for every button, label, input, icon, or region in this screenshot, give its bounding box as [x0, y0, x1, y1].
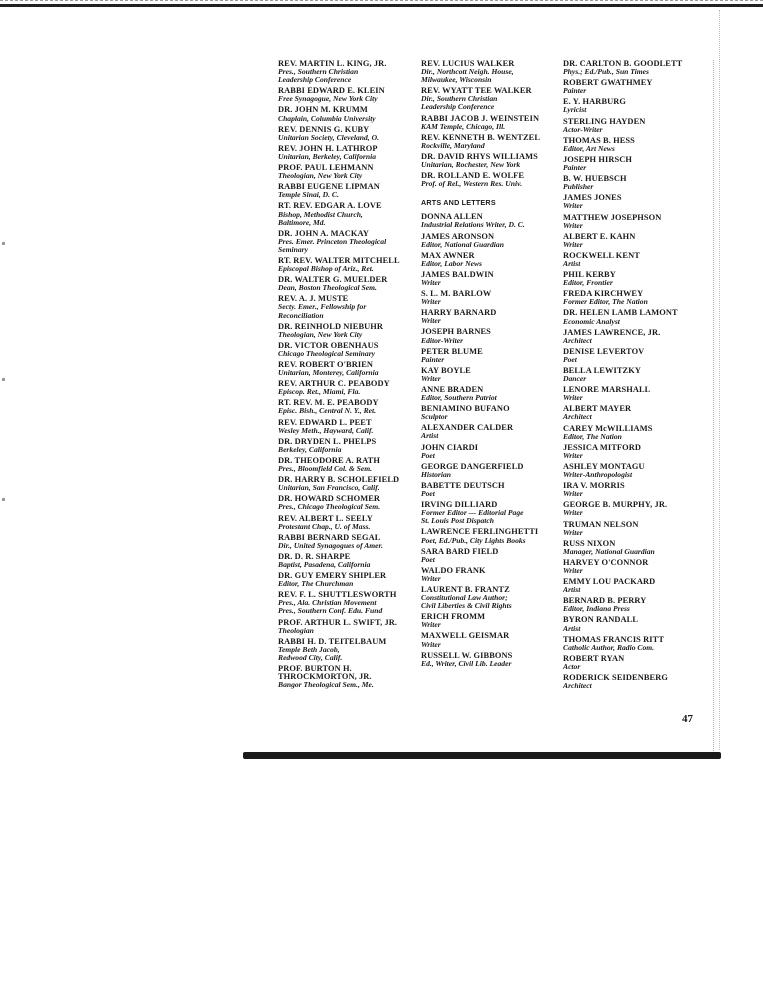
signatory-affiliation: Redwood City, Calif.	[278, 652, 343, 662]
signatory-affiliation: Actor-Writer	[563, 124, 603, 134]
signatory-affiliation: Lyricist	[563, 105, 587, 115]
signatory-name: WALDO FRANK	[421, 565, 486, 575]
signatory-name: ROBERT GWATHMEY	[563, 78, 653, 88]
signatory-affiliation: Artist	[421, 431, 439, 441]
signatory-affiliation: Editor, Art News	[563, 143, 615, 153]
signatory-affiliation: Poet, Ed./Pub., City Lights Books	[421, 535, 526, 545]
signatory-entry	[563, 367, 713, 383]
signatory-name: REV. DENNIS G. KUBY	[278, 124, 370, 134]
signatory-name: DR. CARLTON B. GOODLETT	[563, 59, 683, 68]
signatory-entry	[278, 295, 418, 319]
signatory-entry	[563, 214, 713, 230]
signatory-affiliation: Writer	[563, 508, 583, 518]
signatory-entry	[563, 271, 713, 287]
signatory-name: MAX AWNER	[421, 250, 475, 260]
signatory-entry	[563, 309, 713, 325]
signatory-name: RUSSELL W. GIBBONS	[421, 650, 513, 660]
signatory-entry	[421, 567, 563, 583]
signatory-name: DR. HARRY B. SCHOLEFIELD	[278, 475, 400, 485]
signatory-entry	[278, 515, 418, 531]
signatory-affiliation: Artist	[563, 623, 581, 633]
signatory-affiliation: Dir., United Synagogues of Amer.	[278, 540, 383, 550]
signatory-affiliation: Editor, The Nation	[563, 431, 622, 441]
signatory-name: BELLA LEWITZKY	[563, 366, 641, 375]
signatory-entry	[563, 540, 713, 556]
signatory-affiliation: Painter	[563, 163, 587, 173]
signatory-affiliation: Unitarian, Rochester, New York	[421, 160, 521, 170]
signatory-name: BYRON RANDALL	[563, 615, 639, 625]
signatory-name: BERNARD B. PERRY	[563, 596, 647, 606]
signatory-affiliation: Editor, Labor News	[421, 258, 482, 268]
signatory-entry	[421, 444, 563, 460]
signatory-entry	[278, 457, 418, 473]
signatory-entry	[421, 652, 563, 668]
signatory-name: REV. LUCIUS WALKER	[421, 59, 515, 68]
signatory-entry	[421, 328, 563, 344]
signatory-entry	[563, 329, 713, 345]
signatory-name: SARA BARD FIELD	[421, 546, 499, 556]
signatory-name: RABBI H. D. TEITELBAUM	[278, 636, 387, 646]
signatory-entry	[278, 257, 418, 273]
signatory-affiliation: Writer	[421, 620, 441, 630]
signatory-entry	[278, 164, 418, 180]
signatory-entry	[563, 233, 713, 249]
signatory-name: RT. REV. EDGAR A. LOVE	[278, 201, 382, 211]
signatory-name: JAMES LAWRENCE, JR.	[563, 327, 661, 337]
signatory-affiliation: Unitarian Society, Cleveland, O.	[278, 132, 379, 142]
signatory-affiliation: Theologian	[278, 625, 314, 635]
signatory-name: LENORE MARSHALL	[563, 385, 651, 395]
signatory-entry	[563, 137, 713, 153]
signatory-name: RABBI EUGENE LIPMAN	[278, 182, 380, 192]
signatory-entry	[278, 553, 418, 569]
signatory-affiliation: Architect	[563, 335, 592, 345]
signatory-name: EMMY LOU PACKARD	[563, 577, 656, 587]
signatory-name: DR. DAVID RHYS WILLIAMS	[421, 151, 538, 161]
signatory-name: REV. KENNETH B. WENTZEL	[421, 132, 541, 142]
signatory-entry	[421, 213, 563, 229]
signatory-affiliation: Editor, Frontier	[563, 278, 613, 288]
signatory-name: ALEXANDER CALDER	[421, 423, 514, 433]
signatory-affiliation: Chicago Theological Seminary	[278, 348, 376, 358]
signatory-entry	[278, 665, 418, 689]
signatory-entry	[563, 194, 713, 210]
signatory-affiliation: Theologian, New York City	[278, 171, 363, 181]
signatory-name: JESSICA MITFORD	[563, 442, 642, 452]
signatory-entry	[563, 501, 713, 517]
signatory-name: DR. JOHN M. KRUMM	[278, 105, 368, 115]
signatory-entry	[278, 342, 418, 358]
signatory-affiliation: Unitarian, Berkeley, California	[278, 151, 377, 161]
signatory-name: HARRY BARNARD	[421, 308, 497, 318]
signatory-affiliation: Writer-Anthropologist	[563, 470, 633, 480]
signatory-affiliation: Poet	[421, 554, 435, 564]
signatory-entry	[563, 482, 713, 498]
signatory-entry	[421, 233, 563, 249]
signatory-affiliation: Pres., Chicago Theological Sem.	[278, 502, 381, 512]
signatory-affiliation: Dir., Northcott Neigh. House,	[421, 67, 514, 77]
signatory-affiliation: Poet	[421, 450, 435, 460]
signatory-entry	[563, 118, 713, 134]
signatory-affiliation: Wesley Meth., Hayward, Calif.	[278, 425, 374, 435]
signatory-name: RT. REV. M. E. PEABODY	[278, 398, 379, 408]
signatory-entry	[563, 559, 713, 575]
signatory-name: E. Y. HARBURG	[563, 97, 627, 107]
signatory-entry	[421, 309, 563, 325]
signatory-entry	[278, 619, 418, 635]
signatory-name: THOMAS FRANCIS RITT	[563, 634, 665, 644]
signatory-entry	[421, 632, 563, 648]
signatory-name: ERICH FROMM	[421, 612, 486, 622]
signatory-entry	[563, 405, 713, 421]
signatory-affiliation: Protestant Chap., U. of Mass.	[278, 521, 371, 531]
signatory-affiliation: Dir., Southern Christian	[421, 94, 498, 104]
signatory-entry	[278, 323, 418, 339]
signatory-affiliation: Editor-Writer	[421, 335, 464, 345]
signatory-entry	[278, 419, 418, 435]
signatory-name: RT. REV. WALTER MITCHELL	[278, 255, 400, 265]
signatory-name: DONNA ALLEN	[421, 212, 483, 222]
signatory-name: DR. HOWARD SCHOMER	[278, 494, 381, 504]
signatory-entry	[563, 252, 713, 268]
signatory-name: ALBERT E. KAHN	[563, 231, 636, 241]
signatory-affiliation: Phys.; Ed./Pub., Sun Times	[563, 67, 650, 77]
signatory-entry	[421, 528, 563, 544]
signatory-name: DENISE LEVERTOV	[563, 346, 645, 356]
signatory-entry	[563, 444, 713, 460]
signatory-entry	[563, 463, 713, 479]
signatory-affiliation: Unitarian, Monterey, California	[278, 368, 379, 378]
signatory-entry	[421, 271, 563, 287]
signatory-affiliation: Historian	[421, 469, 451, 479]
signatory-entry	[278, 126, 418, 142]
signatories-column-3	[563, 60, 713, 693]
signatory-affiliation: Writer	[563, 565, 583, 575]
signatory-name: DR. ROLLAND E. WOLFE	[421, 171, 525, 181]
signatory-name: REV. A. J. MUSTE	[278, 294, 349, 304]
signatory-affiliation: Writer	[563, 450, 583, 460]
signatory-name: ROBERT RYAN	[563, 653, 625, 663]
signatory-entry	[421, 424, 563, 440]
signatory-affiliation: Writer	[563, 239, 583, 249]
signatory-entry	[563, 60, 713, 76]
signatory-name: JOSEPH HIRSCH	[563, 154, 633, 164]
signatory-affiliation: Industrial Relations Writer, D. C.	[421, 220, 525, 230]
signatory-name: DR. GUY EMERY SHIPLER	[278, 571, 387, 581]
signatory-entry	[421, 548, 563, 564]
signatory-entry	[563, 636, 713, 652]
signatory-affiliation: Dancer	[563, 374, 587, 384]
signatory-entry	[563, 616, 713, 632]
signatory-affiliation: Temple Sinai, D. C.	[278, 190, 339, 200]
signatory-entry	[563, 386, 713, 402]
signatory-entry	[278, 183, 418, 199]
signatory-affiliation: Writer	[421, 297, 441, 307]
signatory-affiliation: Seminary	[278, 244, 308, 254]
signatory-name: DR. THEODORE A. RATH	[278, 455, 380, 465]
signatory-entry	[563, 348, 713, 364]
signatory-name: JAMES BALDWIN	[421, 269, 494, 279]
signatory-name: RABBI BERNARD SEGAL	[278, 532, 381, 542]
signatory-affiliation: Prof. of Rel., Western Res. Univ.	[421, 179, 523, 189]
signatory-entry	[563, 521, 713, 537]
signatory-name: PROF. BURTON H.	[278, 664, 352, 673]
signatory-entry	[278, 476, 418, 492]
signatory-entry	[278, 572, 418, 588]
signatory-name: REV. ROBERT O'BRIEN	[278, 360, 374, 369]
signatory-entry	[563, 175, 713, 191]
signatory-affiliation: Economic Analyst	[563, 316, 620, 326]
signatory-affiliation: Manager, National Guardian	[563, 546, 655, 556]
signatory-entry	[278, 87, 418, 103]
signatory-affiliation: Poet	[421, 489, 435, 499]
signatory-entry	[421, 405, 563, 421]
signatory-affiliation: Pres., Southern Christian	[278, 67, 359, 77]
top-rule	[0, 4, 763, 7]
signatory-name: REV. JOHN H. LATHROP	[278, 143, 378, 153]
signatory-name: PETER BLUME	[421, 346, 483, 356]
signatory-name: RUSS NIXON	[563, 538, 616, 548]
signatory-affiliation: Episcop. Ret., Miami, Fla.	[278, 387, 361, 397]
signatory-affiliation: Painter	[421, 354, 445, 364]
signatory-name: RABBI JACOB J. WEINSTEIN	[421, 113, 540, 123]
signatory-affiliation: Artist	[563, 585, 581, 595]
signatory-name: DR. WALTER G. MUELDER	[278, 275, 388, 285]
signatory-entry	[421, 482, 563, 498]
margin-speck	[2, 498, 5, 501]
signatory-affiliation: Publisher	[563, 182, 594, 192]
signatory-name: BENIAMINO BUFANO	[421, 404, 510, 414]
signatory-affiliation: Painter	[563, 86, 587, 96]
signatory-entry	[278, 438, 418, 454]
signatory-entry	[421, 252, 563, 268]
signatory-affiliation: Leadership Conference	[278, 75, 352, 85]
signatory-name: DR. REINHOLD NIEBUHR	[278, 321, 384, 331]
signatory-affiliation: Writer	[421, 373, 441, 383]
signatory-affiliation: Temple Beth Jacob,	[278, 644, 340, 654]
signatory-name: BABETTE DEUTSCH	[421, 480, 505, 490]
signatory-entry	[421, 348, 563, 364]
signatory-affiliation: Rockville, Maryland	[421, 140, 485, 150]
signatory-entry	[278, 106, 418, 122]
signatory-name: ASHLEY MONTAGU	[563, 461, 645, 471]
signatory-entry	[563, 156, 713, 172]
signatory-entry	[421, 463, 563, 479]
page-number: 47	[682, 713, 693, 725]
signatory-affiliation: Artist	[563, 258, 581, 268]
signatory-entry	[421, 172, 563, 188]
signatory-affiliation: Writer	[563, 489, 583, 499]
signatory-affiliation: Editor, Indiana Press	[563, 604, 630, 614]
signatory-name: DR. VICTOR OBENHAUS	[278, 340, 379, 350]
signatory-name: HARVEY O'CONNOR	[563, 557, 649, 567]
signatory-affiliation: Former Editor — Editorial Page	[421, 508, 524, 518]
signatory-name: CAREY McWILLIAMS	[563, 423, 653, 433]
signatory-entry	[563, 290, 713, 306]
signatory-affiliation: Ed., Writer, Civil Lib. Leader	[421, 658, 512, 668]
signatory-name: JAMES JONES	[563, 193, 622, 203]
signatory-affiliation: Writer	[421, 277, 441, 287]
signatory-name: DR. HELEN LAMB LAMONT	[563, 308, 678, 318]
signatory-name: MATTHEW JOSEPHSON	[563, 212, 662, 222]
signatory-affiliation: Bangor Theological Sem., Me.	[278, 680, 374, 690]
signatory-name: RABBI EDWARD E. KLEIN	[278, 86, 385, 96]
signatory-entry	[421, 613, 563, 629]
signatory-affiliation: Reconciliation	[278, 310, 324, 320]
signatory-affiliation: Sculptor	[421, 412, 448, 422]
signatory-affiliation: Catholic Author, Radio Com.	[563, 642, 655, 652]
signatories-column-1	[278, 60, 418, 692]
signatory-name: REV. ARTHUR C. PEABODY	[278, 379, 390, 389]
signatory-name: B. W. HUEBSCH	[563, 174, 627, 184]
signatory-entry	[421, 290, 563, 306]
signatory-affiliation: Writer	[421, 639, 441, 649]
signatory-affiliation: Constitutional Law Author;	[421, 593, 508, 603]
signatory-entry	[278, 276, 418, 292]
signatory-entry	[278, 534, 418, 550]
signatory-name-continued: THROCKMORTON, JR.	[278, 672, 372, 682]
signatory-entry	[421, 87, 563, 111]
signatories-column-2	[421, 60, 563, 671]
signatory-entry	[278, 361, 418, 377]
signatory-affiliation: Civil Liberties & Civil Rights	[421, 601, 512, 611]
signatory-entry	[563, 578, 713, 594]
signatory-entry	[563, 674, 713, 690]
signatory-affiliation: Editor, The Churchman	[278, 579, 354, 589]
signatory-affiliation: Poet	[563, 354, 577, 364]
signatory-affiliation: KAM Temple, Chicago, Ill.	[421, 121, 506, 131]
signatory-name: THOMAS B. HESS	[563, 135, 635, 145]
signatory-entry	[421, 134, 563, 150]
signatory-name: REV. WYATT TEE WALKER	[421, 86, 532, 96]
signatory-affiliation: Episcopal Bishop of Ariz., Ret.	[278, 264, 374, 274]
signatory-name: ALBERT MAYER	[563, 404, 632, 414]
signatory-name: RODERICK SEIDENBERG	[563, 673, 668, 682]
signatory-affiliation: Writer	[563, 527, 583, 537]
signatory-affiliation: Pres., Ala. Christian Movement	[278, 598, 377, 608]
signatory-affiliation: Writer	[421, 316, 441, 326]
signatory-entry	[278, 230, 418, 254]
top-scan-edge	[0, 0, 763, 3]
right-scan-edge-outer	[719, 10, 721, 750]
signatory-entry	[278, 380, 418, 396]
signatory-entry	[278, 591, 418, 615]
signatory-affiliation: Former Editor, The Nation	[563, 297, 648, 307]
signatory-affiliation: Baptist, Pasadena, California	[278, 559, 371, 569]
section-heading: ARTS AND LETTERS	[421, 198, 496, 208]
signatory-affiliation: Secty. Emer., Fellowship for	[278, 302, 367, 312]
signatory-name: DR. JOHN A. MACKAY	[278, 228, 370, 238]
signatory-affiliation: Bishop, Methodist Church,	[278, 209, 363, 219]
signatory-name: S. L. M. BARLOW	[421, 289, 492, 299]
signatory-affiliation: Editor, National Guardian	[421, 239, 504, 249]
signatory-name: REV. EDWARD L. PEET	[278, 417, 372, 427]
bottom-rule	[243, 752, 721, 759]
signatory-name: REV. F. L. SHUTTLESWORTH	[278, 590, 397, 600]
signatory-affiliation: Pres., Bloomfield Col. & Sem.	[278, 464, 373, 474]
signatory-affiliation: Dean, Boston Theological Sem.	[278, 283, 377, 293]
signatory-name: DR. DRYDEN L. PHELPS	[278, 436, 377, 446]
signatory-entry	[421, 386, 563, 402]
signatory-entry	[278, 60, 418, 84]
signatory-entry	[278, 495, 418, 511]
signatory-name: IRVING DILLIARD	[421, 500, 498, 510]
signatory-name: FREDA KIRCHWEY	[563, 289, 644, 299]
signatory-name: DR. D. R. SHARPE	[278, 551, 351, 561]
signatory-entry	[421, 501, 563, 525]
signatory-entry	[421, 60, 563, 84]
signatory-affiliation: Architect	[563, 412, 592, 422]
signatory-entry	[563, 79, 713, 95]
signatory-affiliation: Baltimore, Md.	[278, 217, 326, 227]
signatory-entry	[421, 586, 563, 610]
signatory-affiliation: Writer	[563, 393, 583, 403]
signatory-name: JOSEPH BARNES	[421, 327, 491, 337]
signatory-affiliation: Episc. Bish., Central N. Y., Ret.	[278, 406, 377, 416]
signatory-affiliation: Architect	[563, 681, 592, 691]
signatory-affiliation: Pres., Southern Conf. Edu. Fund	[278, 606, 383, 616]
signatory-entry	[421, 115, 563, 131]
signatory-name: ROCKWELL KENT	[563, 250, 640, 260]
signatory-name: PHIL KERBY	[563, 270, 616, 280]
signatory-name: JOHN CIARDI	[421, 442, 479, 452]
signatory-name: PROF. PAUL LEHMANN	[278, 163, 374, 173]
signatory-affiliation: Actor	[563, 661, 581, 671]
signatory-affiliation: Writer	[421, 573, 441, 583]
signatory-affiliation: Free Synagogue, New York City	[278, 94, 378, 104]
signatory-entry	[278, 145, 418, 161]
signatory-name: LAURENT B. FRANTZ	[421, 584, 510, 594]
margin-speck	[2, 378, 5, 381]
signatory-entry	[278, 202, 418, 226]
signatory-entry	[421, 153, 563, 169]
signatory-entry	[563, 98, 713, 114]
signatory-name: REV. ALBERT L. SEELY	[278, 513, 373, 523]
signatory-affiliation: Editor, Southern Patriot	[421, 393, 497, 403]
signatory-name: LAWRENCE FERLINGHETTI	[421, 527, 539, 537]
signatory-affiliation: Theologian, New York City	[278, 329, 363, 339]
signatory-affiliation: St. Louis Post Dispatch	[421, 516, 494, 526]
signatory-entry	[278, 638, 418, 662]
signatory-name: TRUMAN NELSON	[563, 519, 639, 529]
signatory-name: STERLING HAYDEN	[563, 116, 646, 126]
signatory-name: REV. MARTIN L. KING, JR.	[278, 59, 387, 68]
signatory-affiliation: Chaplain, Columbia University	[278, 113, 376, 123]
signatory-affiliation: Berkeley, California	[278, 444, 342, 454]
signatory-affiliation: Pres. Emer. Princeton Theological	[278, 236, 387, 246]
signatory-affiliation: Unitarian, San Francisco, Calif.	[278, 483, 380, 493]
signatory-entry	[563, 425, 713, 441]
signatory-name: IRA V. MORRIS	[563, 481, 625, 491]
signatory-entry	[278, 399, 418, 415]
signatory-name: GEORGE DANGERFIELD	[421, 461, 524, 471]
signatory-entry	[563, 655, 713, 671]
signatory-name: PROF. ARTHUR L. SWIFT, JR.	[278, 617, 398, 627]
signatory-affiliation: Writer	[563, 201, 583, 211]
signatory-name: JAMES ARONSON	[421, 231, 495, 241]
signatory-affiliation: Leadership Conference	[421, 102, 495, 112]
signatory-name: GEORGE B. MURPHY, JR.	[563, 500, 668, 510]
signatory-name: KAY BOYLE	[421, 365, 471, 375]
signatory-entry	[563, 597, 713, 613]
signatory-name: MAXWELL GEISMAR	[421, 631, 510, 641]
signatory-entry	[421, 367, 563, 383]
margin-speck	[2, 242, 5, 245]
signatory-name: ANNE BRADEN	[421, 385, 484, 394]
signatory-affiliation: Milwaukee, Wisconsin	[421, 75, 492, 85]
signatory-affiliation: Writer	[563, 220, 583, 230]
